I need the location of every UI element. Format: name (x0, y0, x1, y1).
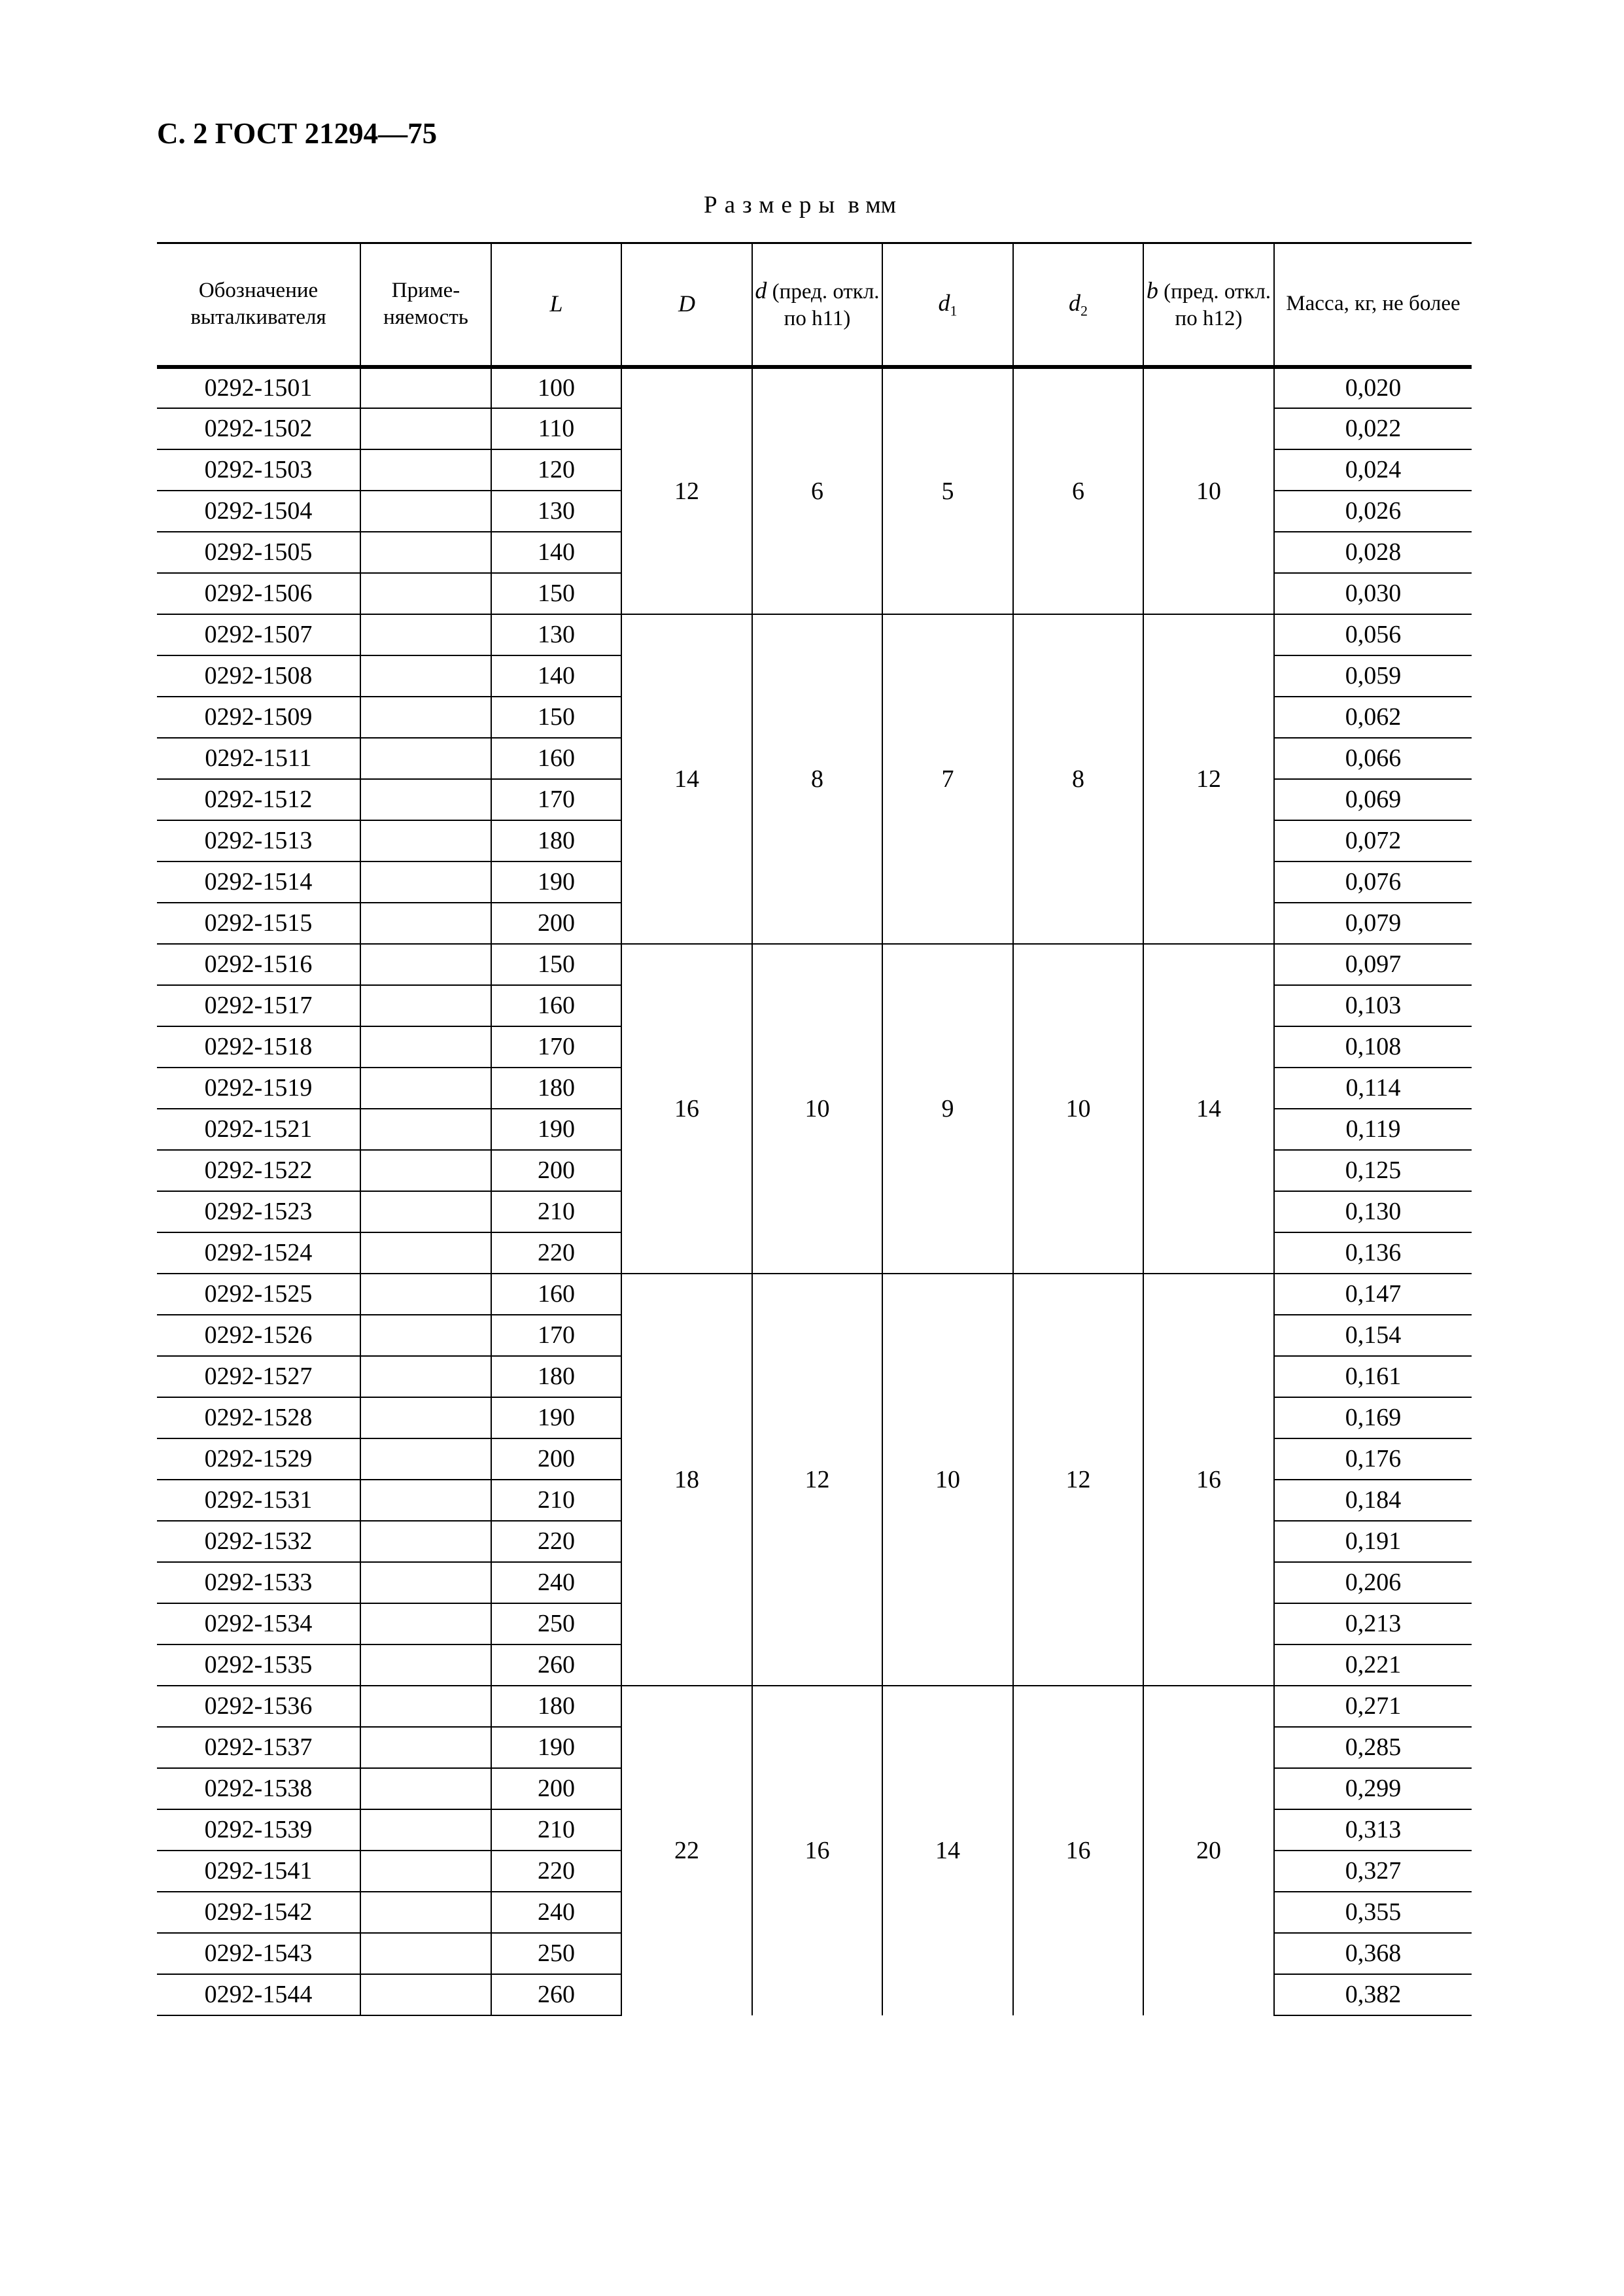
col-header-usage: Приме-няемость (360, 243, 491, 367)
cell-d2: 6 (1013, 367, 1143, 614)
cell-b: 20 (1143, 1686, 1274, 2015)
units-caption-word: Размеры (704, 192, 842, 218)
cell-d2: 8 (1013, 614, 1143, 944)
cell-mass: 0,026 (1274, 491, 1472, 532)
cell-d2: 10 (1013, 944, 1143, 1274)
cell-usage (360, 1150, 491, 1191)
cell-designation: 0292-1515 (157, 903, 360, 944)
cell-usage (360, 903, 491, 944)
cell-usage (360, 1191, 491, 1232)
cell-usage (360, 655, 491, 697)
cell-mass: 0,169 (1274, 1397, 1472, 1438)
cell-mass: 0,125 (1274, 1150, 1472, 1191)
cell-usage (360, 491, 491, 532)
cell-d: 12 (621, 367, 752, 614)
cell-mass: 0,103 (1274, 985, 1472, 1026)
cell-usage (360, 1480, 491, 1521)
cell-L: 200 (491, 1438, 621, 1480)
cell-d: 14 (621, 614, 752, 944)
cell-mass: 0,355 (1274, 1892, 1472, 1933)
cell-mass: 0,119 (1274, 1109, 1472, 1150)
cell-usage (360, 1397, 491, 1438)
cell-L: 240 (491, 1892, 621, 1933)
cell-designation: 0292-1533 (157, 1562, 360, 1603)
cell-designation: 0292-1522 (157, 1150, 360, 1191)
cell-designation: 0292-1514 (157, 861, 360, 903)
cell-mass: 0,213 (1274, 1603, 1472, 1644)
cell-usage (360, 1933, 491, 1974)
cell-d2: 16 (1013, 1686, 1143, 2015)
cell-L: 160 (491, 1274, 621, 1315)
table-row (157, 367, 1472, 408)
table-row (157, 1686, 1472, 1727)
col-header-mass: Масса, кг, не более (1274, 243, 1472, 367)
cell-designation: 0292-1544 (157, 1974, 360, 2015)
cell-designation: 0292-1531 (157, 1480, 360, 1521)
cell-L: 110 (491, 408, 621, 449)
cell-designation: 0292-1501 (157, 367, 360, 408)
cell-usage (360, 1232, 491, 1274)
cell-mass: 0,382 (1274, 1974, 1472, 2015)
cell-designation: 0292-1516 (157, 944, 360, 985)
cell-L: 150 (491, 944, 621, 985)
cell-L: 140 (491, 655, 621, 697)
cell-designation: 0292-1539 (157, 1809, 360, 1851)
cell-L: 220 (491, 1521, 621, 1562)
cell-L: 260 (491, 1974, 621, 2015)
cell-L: 260 (491, 1644, 621, 1686)
cell-L: 170 (491, 1026, 621, 1068)
cell-mass: 0,024 (1274, 449, 1472, 491)
col-header-d2: $d_2$ (1013, 243, 1143, 367)
cell-designation: 0292-1535 (157, 1644, 360, 1686)
cell-usage (360, 1315, 491, 1356)
cell-L: 130 (491, 491, 621, 532)
cell-designation: 0292-1517 (157, 985, 360, 1026)
cell-usage (360, 738, 491, 779)
cell-mass: 0,136 (1274, 1232, 1472, 1274)
cell-designation: 0292-1507 (157, 614, 360, 655)
cell-d: 22 (621, 1686, 752, 2015)
cell-b: 14 (1143, 944, 1274, 1274)
cell-mass: 0,079 (1274, 903, 1472, 944)
cell-usage (360, 779, 491, 820)
cell-designation: 0292-1527 (157, 1356, 360, 1397)
cell-L: 200 (491, 903, 621, 944)
cell-mass: 0,030 (1274, 573, 1472, 614)
cell-L: 180 (491, 1068, 621, 1109)
cell-designation: 0292-1543 (157, 1933, 360, 1974)
cell-L: 250 (491, 1933, 621, 1974)
cell-d: 16 (752, 1686, 882, 2015)
units-caption-unit: в мм (848, 192, 897, 218)
cell-designation: 0292-1537 (157, 1727, 360, 1768)
units-caption (704, 191, 896, 219)
cell-d: 18 (621, 1274, 752, 1686)
cell-mass: 0,327 (1274, 1851, 1472, 1892)
cell-d1: 9 (882, 944, 1013, 1274)
cell-usage (360, 1974, 491, 2015)
cell-L: 130 (491, 614, 621, 655)
cell-designation: 0292-1512 (157, 779, 360, 820)
cell-designation: 0292-1508 (157, 655, 360, 697)
cell-usage (360, 573, 491, 614)
cell-L: 220 (491, 1232, 621, 1274)
table-body (157, 367, 1472, 2015)
cell-d: 6 (752, 367, 882, 614)
cell-mass: 0,072 (1274, 820, 1472, 861)
cell-usage (360, 532, 491, 573)
cell-designation: 0292-1523 (157, 1191, 360, 1232)
cell-mass: 0,206 (1274, 1562, 1472, 1603)
table-row (157, 944, 1472, 985)
cell-mass: 0,147 (1274, 1274, 1472, 1315)
col-header-designation: Обозначение выталкивателя (157, 243, 360, 367)
col-header-d1: $d_1$ (882, 243, 1013, 367)
table-row (157, 614, 1472, 655)
cell-usage (360, 1686, 491, 1727)
cell-d2: 12 (1013, 1274, 1143, 1686)
cell-L: 220 (491, 1851, 621, 1892)
cell-usage (360, 1562, 491, 1603)
cell-L: 150 (491, 697, 621, 738)
cell-designation: 0292-1502 (157, 408, 360, 449)
cell-b: 10 (1143, 367, 1274, 614)
cell-L: 170 (491, 1315, 621, 1356)
cell-designation: 0292-1503 (157, 449, 360, 491)
cell-L: 190 (491, 1397, 621, 1438)
table-row (157, 1274, 1472, 1315)
cell-mass: 0,059 (1274, 655, 1472, 697)
cell-mass: 0,184 (1274, 1480, 1472, 1521)
cell-designation: 0292-1509 (157, 697, 360, 738)
cell-usage (360, 449, 491, 491)
cell-L: 160 (491, 738, 621, 779)
cell-L: 180 (491, 1686, 621, 1727)
cell-mass: 0,161 (1274, 1356, 1472, 1397)
cell-usage (360, 1603, 491, 1644)
cell-designation: 0292-1532 (157, 1521, 360, 1562)
cell-usage (360, 820, 491, 861)
cell-mass: 0,108 (1274, 1026, 1472, 1068)
col-header-b: b (пред. откл. по h12) (1143, 243, 1274, 367)
cell-designation: 0292-1519 (157, 1068, 360, 1109)
cell-usage (360, 944, 491, 985)
cell-usage (360, 1727, 491, 1768)
cell-usage (360, 1026, 491, 1068)
cell-designation: 0292-1521 (157, 1109, 360, 1150)
cell-mass: 0,130 (1274, 1191, 1472, 1232)
cell-mass: 0,271 (1274, 1686, 1472, 1727)
cell-d: 10 (752, 944, 882, 1274)
cell-mass: 0,056 (1274, 614, 1472, 655)
dimensions-table (157, 242, 1472, 2016)
cell-usage (360, 614, 491, 655)
cell-L: 250 (491, 1603, 621, 1644)
cell-usage (360, 1356, 491, 1397)
cell-d1: 14 (882, 1686, 1013, 2015)
cell-usage (360, 1892, 491, 1933)
cell-designation: 0292-1518 (157, 1026, 360, 1068)
cell-usage (360, 1109, 491, 1150)
cell-b: 12 (1143, 614, 1274, 944)
col-header-D: D (621, 243, 752, 367)
cell-d: 8 (752, 614, 882, 944)
cell-usage (360, 1768, 491, 1809)
table-header-row (157, 243, 1472, 367)
cell-designation: 0292-1538 (157, 1768, 360, 1809)
cell-mass: 0,285 (1274, 1727, 1472, 1768)
cell-mass: 0,176 (1274, 1438, 1472, 1480)
cell-d: 12 (752, 1274, 882, 1686)
cell-designation: 0292-1524 (157, 1232, 360, 1274)
cell-usage (360, 367, 491, 408)
cell-L: 210 (491, 1809, 621, 1851)
cell-L: 240 (491, 1562, 621, 1603)
cell-d1: 10 (882, 1274, 1013, 1686)
cell-L: 190 (491, 1109, 621, 1150)
cell-L: 210 (491, 1191, 621, 1232)
cell-usage (360, 1644, 491, 1686)
cell-usage (360, 1274, 491, 1315)
cell-mass: 0,313 (1274, 1809, 1472, 1851)
cell-mass: 0,076 (1274, 861, 1472, 903)
cell-designation: 0292-1529 (157, 1438, 360, 1480)
cell-d1: 5 (882, 367, 1013, 614)
cell-mass: 0,221 (1274, 1644, 1472, 1686)
col-header-d: d (пред. откл. по h11) (752, 243, 882, 367)
cell-L: 100 (491, 367, 621, 408)
cell-usage (360, 1068, 491, 1109)
page-title: С. 2 ГОСТ 21294—75 (157, 117, 438, 150)
cell-designation: 0292-1541 (157, 1851, 360, 1892)
cell-designation: 0292-1505 (157, 532, 360, 573)
cell-mass: 0,299 (1274, 1768, 1472, 1809)
cell-L: 140 (491, 532, 621, 573)
cell-usage (360, 985, 491, 1026)
cell-designation: 0292-1534 (157, 1603, 360, 1644)
cell-usage (360, 1438, 491, 1480)
cell-L: 200 (491, 1768, 621, 1809)
cell-designation: 0292-1513 (157, 820, 360, 861)
cell-mass: 0,062 (1274, 697, 1472, 738)
cell-d1: 7 (882, 614, 1013, 944)
cell-mass: 0,022 (1274, 408, 1472, 449)
cell-designation: 0292-1542 (157, 1892, 360, 1933)
cell-L: 190 (491, 1727, 621, 1768)
cell-designation: 0292-1525 (157, 1274, 360, 1315)
cell-L: 180 (491, 820, 621, 861)
cell-L: 160 (491, 985, 621, 1026)
cell-designation: 0292-1506 (157, 573, 360, 614)
cell-b: 16 (1143, 1274, 1274, 1686)
cell-L: 120 (491, 449, 621, 491)
cell-L: 170 (491, 779, 621, 820)
cell-designation: 0292-1511 (157, 738, 360, 779)
cell-mass: 0,066 (1274, 738, 1472, 779)
cell-mass: 0,368 (1274, 1933, 1472, 1974)
cell-mass: 0,020 (1274, 367, 1472, 408)
cell-designation: 0292-1536 (157, 1686, 360, 1727)
col-header-L: L (491, 243, 621, 367)
cell-mass: 0,069 (1274, 779, 1472, 820)
cell-usage (360, 697, 491, 738)
cell-L: 210 (491, 1480, 621, 1521)
cell-mass: 0,028 (1274, 532, 1472, 573)
cell-usage (360, 408, 491, 449)
cell-usage (360, 861, 491, 903)
cell-L: 180 (491, 1356, 621, 1397)
cell-L: 190 (491, 861, 621, 903)
cell-mass: 0,114 (1274, 1068, 1472, 1109)
cell-usage (360, 1521, 491, 1562)
cell-usage (360, 1809, 491, 1851)
cell-designation: 0292-1504 (157, 491, 360, 532)
cell-mass: 0,097 (1274, 944, 1472, 985)
cell-d: 16 (621, 944, 752, 1274)
cell-designation: 0292-1528 (157, 1397, 360, 1438)
cell-designation: 0292-1526 (157, 1315, 360, 1356)
cell-usage (360, 1851, 491, 1892)
cell-L: 200 (491, 1150, 621, 1191)
cell-mass: 0,191 (1274, 1521, 1472, 1562)
cell-L: 150 (491, 573, 621, 614)
cell-mass: 0,154 (1274, 1315, 1472, 1356)
